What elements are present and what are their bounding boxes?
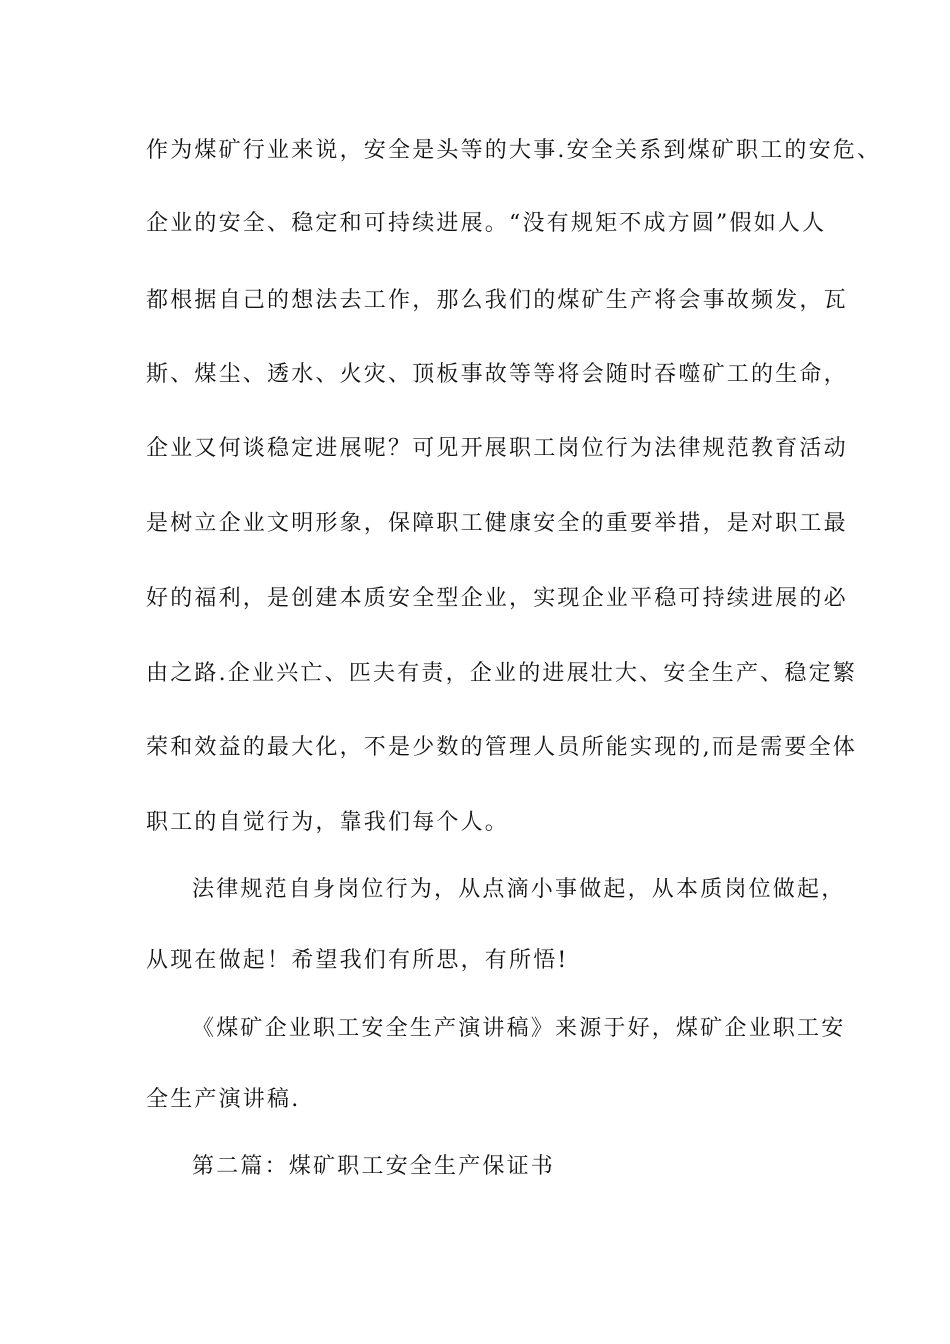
text-line-2: 企业的安全、稳定和可持续进展。“没有规矩不成方圆”假如人人	[146, 211, 827, 236]
section-heading: 第二篇：煤矿职工安全生产保证书	[192, 1154, 556, 1179]
text-line-6: 是树立企业文明形象，保障职工健康安全的重要举措，是对职工最	[146, 511, 848, 536]
text-line-4: 斯、煤尘、透水、火灾、顶板事故等等将会随时吞噬矿工的生命，	[146, 362, 848, 387]
text-line-9: 荣和效益的最大化，不是少数的管理人员所能实现的,而是需要全体	[146, 735, 857, 760]
text-line-8: 由之路.企业兴亡、匹夫有责，企业的进展壮大、安全生产、稳定繁	[146, 661, 857, 686]
text-line-1: 作为煤矿行业来说，安全是头等的大事.安全关系到煤矿职工的安危、	[146, 138, 882, 163]
text-line-14: 全生产演讲稿.	[146, 1087, 301, 1112]
text-line-5: 企业又何谈稳定进展呢？可见开展职工岗位行为法律规范教育活动	[146, 436, 848, 461]
text-line-3: 都根据自己的想法去工作，那么我们的煤矿生产将会事故频发，瓦	[146, 288, 848, 313]
text-line-12: 从现在做起！希望我们有所思，有所悟!	[146, 948, 569, 973]
text-line-10: 职工的自觉行为，靠我们每个人。	[146, 810, 510, 835]
text-line-7: 好的福利，是创建本质安全型企业，实现企业平稳可持续进展的必	[146, 586, 848, 611]
text-line-13: 《煤矿企业职工安全生产演讲稿》来源于好，煤矿企业职工安	[192, 1016, 846, 1041]
text-line-11: 法律规范自身岗位行为，从点滴小事做起，从本质岗位做起，	[192, 877, 846, 902]
